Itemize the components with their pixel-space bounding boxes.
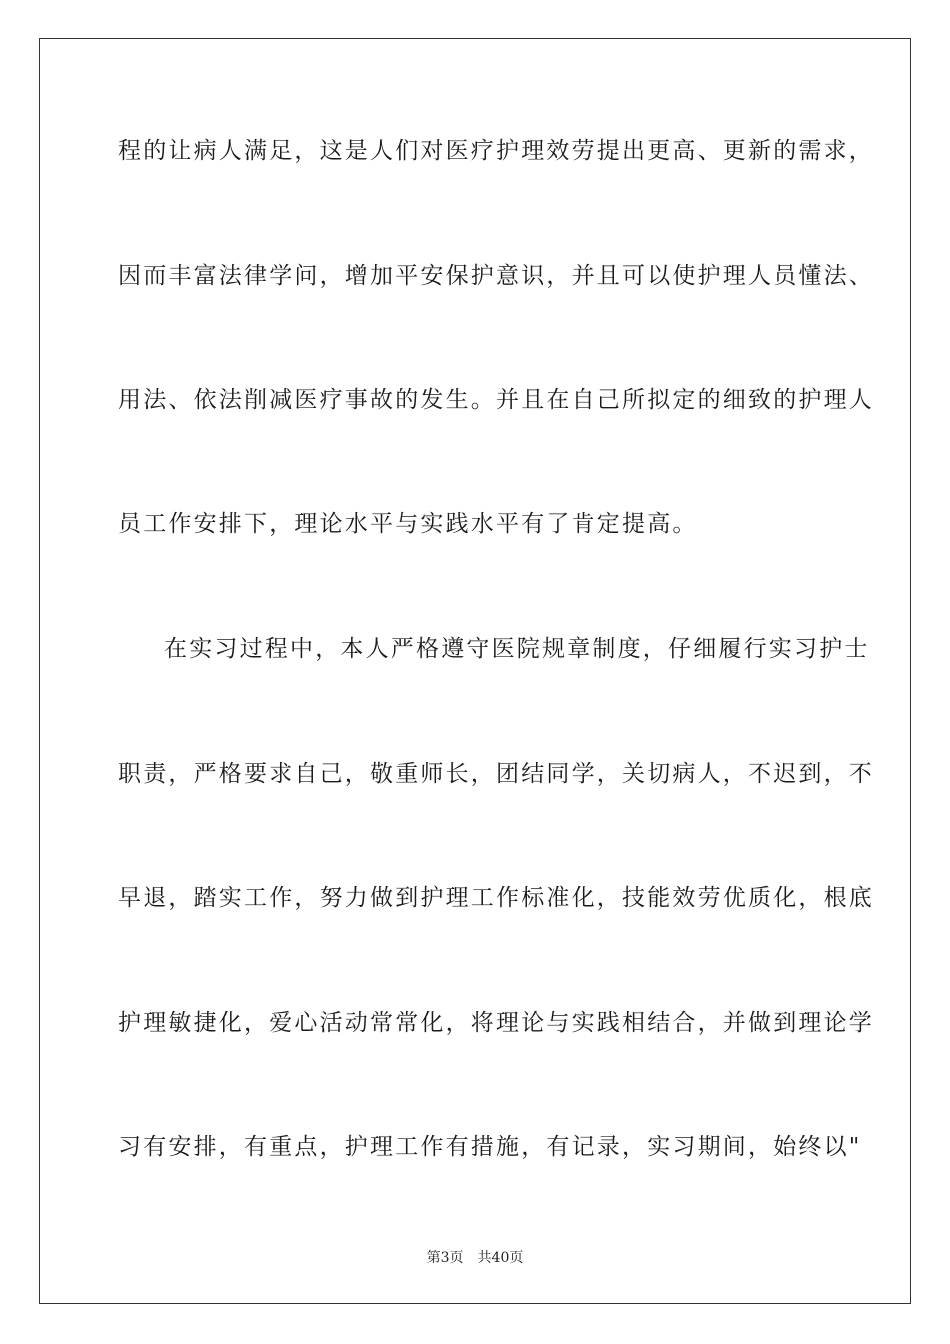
text-line-7: 早退，踏实工作，努力做到护理工作标准化，技能效劳优质化，根底 bbox=[118, 885, 874, 911]
text-line-6: 职责，严格要求自己，敬重师长，团结同学，关切病人，不迟到，不 bbox=[118, 761, 874, 787]
text-line-2: 因而丰富法律学问，增加平安保护意识，并且可以使护理人员懂法、 bbox=[118, 263, 874, 289]
text-line-4: 员工作安排下，理论水平与实践水平有了肯定提高。 bbox=[118, 511, 698, 537]
page-footer bbox=[0, 1247, 950, 1267]
text-line-8: 护理敏捷化，爱心活动常常化，将理论与实践相结合，并做到理论学 bbox=[118, 1010, 874, 1036]
page-total: 共40页 bbox=[477, 1250, 524, 1266]
text-line-1: 程的让病人满足，这是人们对医疗护理效劳提出更高、更新的需求， bbox=[118, 138, 874, 164]
text-line-5-paragraph-start: 在实习过程中，本人严格遵守医院规章制度，仔细履行实习护士 bbox=[164, 636, 870, 662]
page-frame bbox=[39, 38, 911, 1304]
text-line-3: 用法、依法削减医疗事故的发生。并且在自己所拟定的细致的护理人 bbox=[118, 387, 874, 413]
text-line-9: 习有安排，有重点，护理工作有措施，有记录，实习期间，始终以" bbox=[118, 1134, 862, 1160]
page-number: 第3页 bbox=[426, 1250, 464, 1266]
